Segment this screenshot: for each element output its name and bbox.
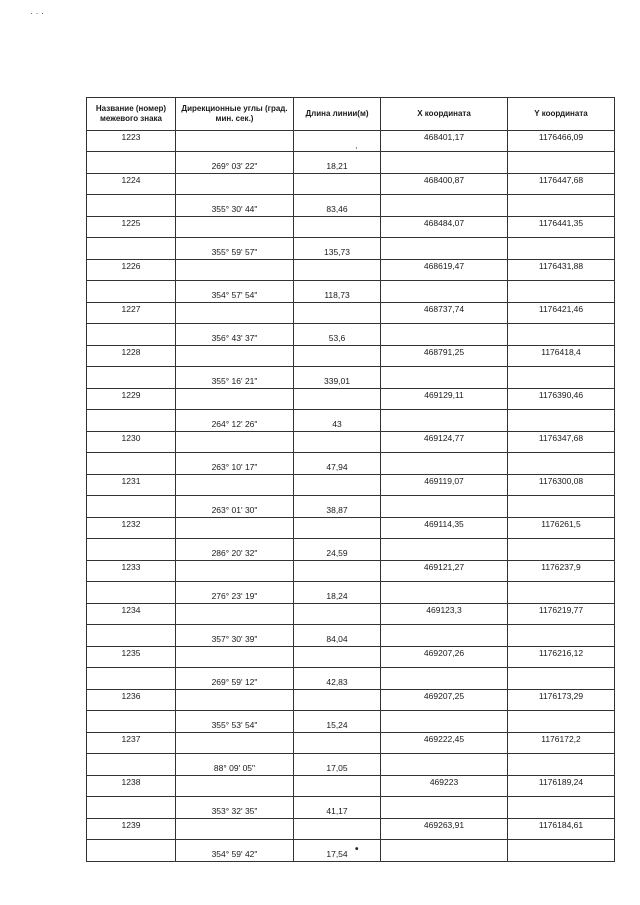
x-coordinate-cell: 469223 <box>381 776 508 797</box>
y-coordinate-cell <box>508 840 615 862</box>
table-row-mark <box>87 217 615 238</box>
bearing-cell: 269° 03' 22" <box>176 152 294 174</box>
mark-name-cell <box>87 324 176 346</box>
bearing-cell: 286° 20' 32" <box>176 539 294 561</box>
x-coordinate-cell <box>381 711 508 733</box>
line-length-cell <box>294 690 381 711</box>
table-row-mark <box>87 776 615 797</box>
x-coordinate-cell: 469119,07 <box>381 475 508 496</box>
line-length-cell <box>294 733 381 754</box>
line-length-cell <box>294 217 381 238</box>
table-row-segment <box>87 367 615 389</box>
y-coordinate-cell <box>508 152 615 174</box>
mark-name-cell: 1224 <box>87 174 176 195</box>
line-length-cell: 43 <box>294 410 381 432</box>
boundary-coordinates-table <box>86 97 615 862</box>
table-row-mark <box>87 260 615 281</box>
y-coordinate-cell <box>508 453 615 475</box>
y-coordinate-cell <box>508 797 615 819</box>
table-row-segment <box>87 195 615 217</box>
x-coordinate-cell <box>381 238 508 260</box>
mark-name-cell <box>87 668 176 690</box>
y-coordinate-cell: 1176447,68 <box>508 174 615 195</box>
x-coordinate-cell <box>381 539 508 561</box>
mark-name-cell <box>87 281 176 303</box>
bearing-cell: 353° 32' 35" <box>176 797 294 819</box>
table-row-segment <box>87 539 615 561</box>
bearing-cell: 269° 59' 12" <box>176 668 294 690</box>
line-length-cell <box>294 561 381 582</box>
bearing-cell: 354° 57' 54" <box>176 281 294 303</box>
line-length-cell: 339,01 <box>294 367 381 389</box>
x-coordinate-cell: 469123,3 <box>381 604 508 625</box>
x-coordinate-cell: 468619,47 <box>381 260 508 281</box>
line-length-cell: 15,24 <box>294 711 381 733</box>
bearing-cell <box>176 690 294 711</box>
y-coordinate-cell: 1176300,08 <box>508 475 615 496</box>
mark-name-cell: 1237 <box>87 733 176 754</box>
mark-name-cell: 1231 <box>87 475 176 496</box>
table-row-segment <box>87 324 615 346</box>
mark-name-cell <box>87 625 176 647</box>
mark-name-cell: 1229 <box>87 389 176 410</box>
line-length-cell: 18,24 <box>294 582 381 604</box>
mark-name-cell: 1236 <box>87 690 176 711</box>
bearing-cell <box>176 260 294 281</box>
line-length-cell: 47,94 <box>294 453 381 475</box>
x-coordinate-cell: 469114,35 <box>381 518 508 539</box>
mark-name-cell: 1225 <box>87 217 176 238</box>
mark-name-cell <box>87 840 176 862</box>
mark-name-cell: 1228 <box>87 346 176 367</box>
table-row-segment <box>87 152 615 174</box>
line-length-cell <box>294 819 381 840</box>
table-row-segment <box>87 582 615 604</box>
table-row-mark <box>87 346 615 367</box>
bearing-cell: 355° 16' 21" <box>176 367 294 389</box>
x-coordinate-cell: 469129,11 <box>381 389 508 410</box>
header-bearing: Дирекционные углы (град. мин. сек.) <box>176 98 294 131</box>
y-coordinate-cell: 1176173,29 <box>508 690 615 711</box>
y-coordinate-cell <box>508 238 615 260</box>
mark-name-cell <box>87 367 176 389</box>
bearing-cell <box>176 131 294 152</box>
y-coordinate-cell <box>508 496 615 518</box>
line-length-cell: 135,73 <box>294 238 381 260</box>
mark-name-cell: 1239 <box>87 819 176 840</box>
mark-name-cell <box>87 539 176 561</box>
table-row-mark <box>87 475 615 496</box>
bearing-cell: 355° 30' 44" <box>176 195 294 217</box>
line-length-cell <box>294 604 381 625</box>
mark-name-cell: 1227 <box>87 303 176 324</box>
header-y-coordinate: Y координата <box>508 98 615 131</box>
y-coordinate-cell <box>508 754 615 776</box>
y-coordinate-cell: 1176237,9 <box>508 561 615 582</box>
bearing-cell: 356° 43' 37" <box>176 324 294 346</box>
table-row-segment <box>87 238 615 260</box>
bearing-cell: 355° 59' 57" <box>176 238 294 260</box>
line-length-cell: 53,6 <box>294 324 381 346</box>
x-coordinate-cell: 468791,25 <box>381 346 508 367</box>
x-coordinate-cell <box>381 410 508 432</box>
bearing-cell: 264° 12' 26" <box>176 410 294 432</box>
table-row-segment <box>87 711 615 733</box>
table-row-segment <box>87 625 615 647</box>
y-coordinate-cell <box>508 324 615 346</box>
table-row-mark <box>87 647 615 668</box>
mark-name-cell: 1223 <box>87 131 176 152</box>
x-coordinate-cell <box>381 195 508 217</box>
line-length-cell: 24,59 <box>294 539 381 561</box>
bearing-cell: 354° 59' 42" <box>176 840 294 862</box>
table-row-segment <box>87 410 615 432</box>
mark-name-cell: 1234 <box>87 604 176 625</box>
line-length-cell <box>294 260 381 281</box>
mark-name-cell <box>87 410 176 432</box>
mark-name-cell: 1238 <box>87 776 176 797</box>
bearing-cell <box>176 733 294 754</box>
mark-name-cell: 1235 <box>87 647 176 668</box>
y-coordinate-cell: 1176466,09 <box>508 131 615 152</box>
bearing-cell <box>176 604 294 625</box>
x-coordinate-cell <box>381 453 508 475</box>
y-coordinate-cell <box>508 625 615 647</box>
mark-name-cell <box>87 238 176 260</box>
bearing-cell <box>176 647 294 668</box>
x-coordinate-cell: 468737,74 <box>381 303 508 324</box>
y-coordinate-cell <box>508 410 615 432</box>
mark-name-cell <box>87 711 176 733</box>
mark-name-cell: 1233 <box>87 561 176 582</box>
x-coordinate-cell <box>381 281 508 303</box>
mark-name-cell <box>87 453 176 475</box>
x-coordinate-cell: 469207,25 <box>381 690 508 711</box>
table-row-mark <box>87 432 615 453</box>
x-coordinate-cell: 469121,27 <box>381 561 508 582</box>
x-coordinate-cell <box>381 582 508 604</box>
mark-name-cell <box>87 496 176 518</box>
mark-name-cell <box>87 797 176 819</box>
y-coordinate-cell: 1176184,61 <box>508 819 615 840</box>
y-coordinate-cell <box>508 668 615 690</box>
bearing-cell: 88° 09' 05" <box>176 754 294 776</box>
table-row-mark <box>87 303 615 324</box>
table-row-mark <box>87 690 615 711</box>
y-coordinate-cell: 1176347,68 <box>508 432 615 453</box>
mark-name-cell: 1232 <box>87 518 176 539</box>
bearing-cell <box>176 475 294 496</box>
line-length-cell: 118,73 <box>294 281 381 303</box>
y-coordinate-cell: 1176441,35 <box>508 217 615 238</box>
line-length-cell <box>294 131 381 152</box>
table-header-row <box>87 98 615 131</box>
y-coordinate-cell: 1176261,5 <box>508 518 615 539</box>
bearing-cell: 276° 23' 19" <box>176 582 294 604</box>
mark-name-cell <box>87 582 176 604</box>
line-length-cell <box>294 475 381 496</box>
y-coordinate-cell: 1176219,77 <box>508 604 615 625</box>
y-coordinate-cell: 1176390,46 <box>508 389 615 410</box>
x-coordinate-cell <box>381 625 508 647</box>
bearing-cell: 355° 53' 54" <box>176 711 294 733</box>
x-coordinate-cell <box>381 367 508 389</box>
bearing-cell <box>176 346 294 367</box>
line-length-cell <box>294 518 381 539</box>
x-coordinate-cell: 468484,07 <box>381 217 508 238</box>
y-coordinate-cell <box>508 367 615 389</box>
header-line-length: Длина линии(м) <box>294 98 381 131</box>
table-row-segment <box>87 797 615 819</box>
y-coordinate-cell: 1176189,24 <box>508 776 615 797</box>
table-row-mark <box>87 733 615 754</box>
bearing-cell: 263° 01' 30" <box>176 496 294 518</box>
x-coordinate-cell <box>381 840 508 862</box>
bearing-cell <box>176 518 294 539</box>
table-row-mark <box>87 561 615 582</box>
y-coordinate-cell <box>508 195 615 217</box>
bearing-cell <box>176 819 294 840</box>
table-row-mark <box>87 604 615 625</box>
table-row-mark <box>87 389 615 410</box>
line-length-cell: 42,83 <box>294 668 381 690</box>
mark-name-cell <box>87 195 176 217</box>
bearing-cell <box>176 174 294 195</box>
x-coordinate-cell <box>381 797 508 819</box>
x-coordinate-cell: 469207,26 <box>381 647 508 668</box>
line-length-cell <box>294 389 381 410</box>
mark-name-cell <box>87 754 176 776</box>
table-row-segment <box>87 754 615 776</box>
y-coordinate-cell <box>508 281 615 303</box>
line-length-cell <box>294 647 381 668</box>
mark-name-cell: 1226 <box>87 260 176 281</box>
line-length-cell <box>294 303 381 324</box>
scan-speck: · · · <box>30 8 44 18</box>
table-body <box>87 131 615 862</box>
x-coordinate-cell: 469222,45 <box>381 733 508 754</box>
scan-speck: , <box>355 140 358 150</box>
line-length-cell: 17,05 <box>294 754 381 776</box>
table-row-segment <box>87 496 615 518</box>
line-length-cell <box>294 776 381 797</box>
table-row-segment <box>87 840 615 862</box>
line-length-cell <box>294 174 381 195</box>
line-length-cell: 38,87 <box>294 496 381 518</box>
mark-name-cell: 1230 <box>87 432 176 453</box>
y-coordinate-cell: 1176418,4 <box>508 346 615 367</box>
line-length-cell: 41,17 <box>294 797 381 819</box>
table-row-segment <box>87 453 615 475</box>
x-coordinate-cell <box>381 668 508 690</box>
bearing-cell: 357° 30' 39" <box>176 625 294 647</box>
bearing-cell <box>176 561 294 582</box>
table-row-segment <box>87 668 615 690</box>
y-coordinate-cell: 1176421,46 <box>508 303 615 324</box>
y-coordinate-cell <box>508 539 615 561</box>
page-mark: • <box>355 844 359 855</box>
line-length-cell <box>294 346 381 367</box>
table-row-mark <box>87 819 615 840</box>
line-length-cell <box>294 432 381 453</box>
line-length-cell: 17,54 <box>294 840 381 862</box>
header-x-coordinate: X координата <box>381 98 508 131</box>
x-coordinate-cell <box>381 754 508 776</box>
table-row-mark <box>87 518 615 539</box>
bearing-cell <box>176 432 294 453</box>
x-coordinate-cell: 469263,91 <box>381 819 508 840</box>
bearing-cell <box>176 303 294 324</box>
table-row-mark <box>87 174 615 195</box>
x-coordinate-cell <box>381 324 508 346</box>
line-length-cell: 83,46 <box>294 195 381 217</box>
x-coordinate-cell <box>381 496 508 518</box>
x-coordinate-cell: 469124,77 <box>381 432 508 453</box>
bearing-cell <box>176 217 294 238</box>
x-coordinate-cell: 468401,17 <box>381 131 508 152</box>
y-coordinate-cell: 1176172,2 <box>508 733 615 754</box>
line-length-cell: 18,21 <box>294 152 381 174</box>
y-coordinate-cell: 1176431,88 <box>508 260 615 281</box>
y-coordinate-cell: 1176216,12 <box>508 647 615 668</box>
bearing-cell <box>176 389 294 410</box>
x-coordinate-cell <box>381 152 508 174</box>
y-coordinate-cell <box>508 582 615 604</box>
table-row-segment <box>87 281 615 303</box>
header-mark-name: Название (номер) межевого знака <box>87 98 176 131</box>
table-row-mark <box>87 131 615 152</box>
bearing-cell: 263° 10' 17" <box>176 453 294 475</box>
mark-name-cell <box>87 152 176 174</box>
bearing-cell <box>176 776 294 797</box>
y-coordinate-cell <box>508 711 615 733</box>
x-coordinate-cell: 468400,87 <box>381 174 508 195</box>
line-length-cell: 84,04 <box>294 625 381 647</box>
